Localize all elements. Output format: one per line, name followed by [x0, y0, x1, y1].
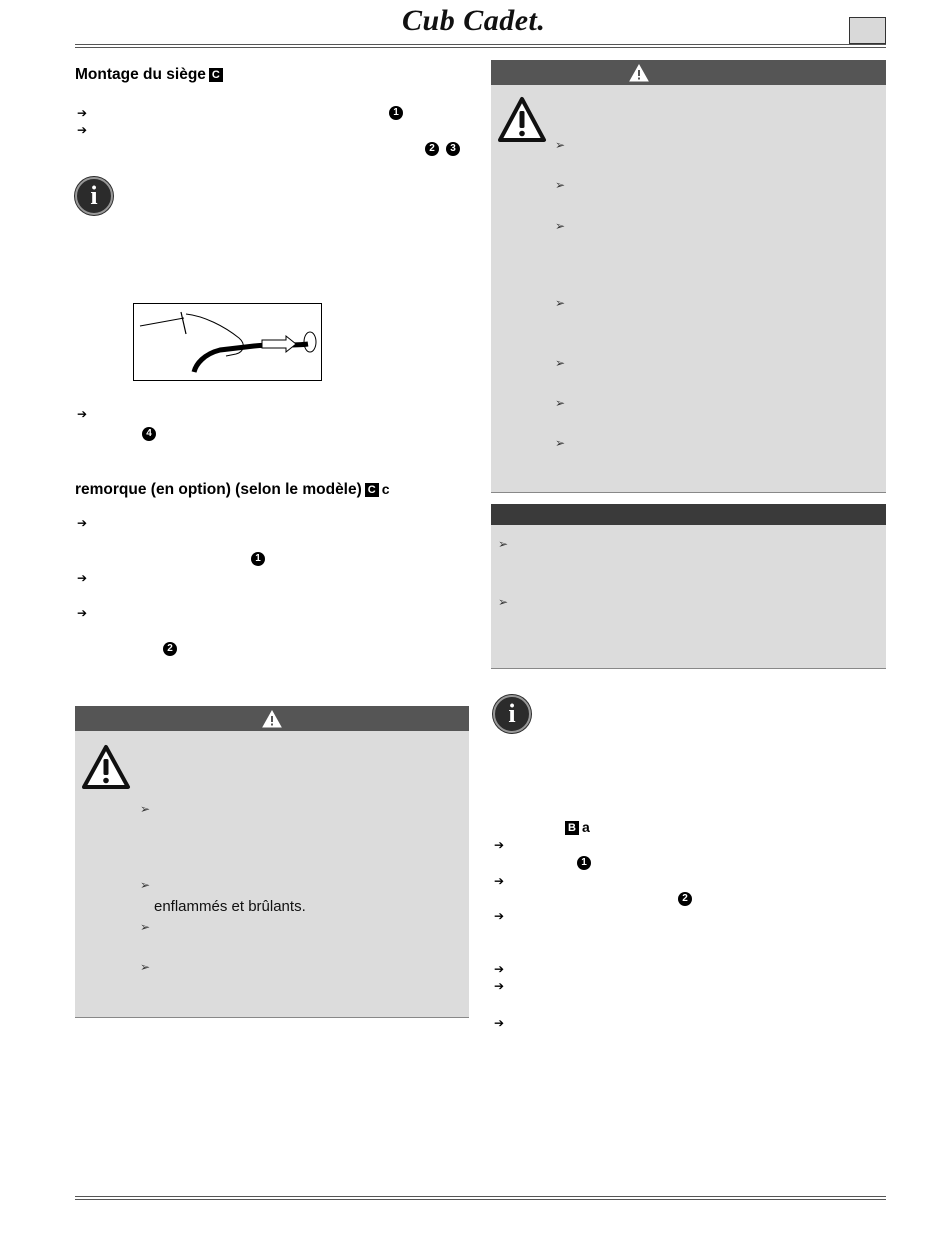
warning-panel-header [75, 706, 469, 731]
step-arrow: ➔ [494, 979, 505, 993]
bullet-chevron: ➢ [140, 878, 151, 892]
figure-badge: C [209, 68, 223, 82]
step-arrow: ➔ [77, 606, 88, 620]
warning-text: enflammés et brûlants. [154, 898, 306, 915]
hazard-triangle-icon [497, 96, 547, 144]
step-arrow: ➔ [77, 516, 88, 530]
warning-panel [491, 60, 886, 493]
step-arrow: ➔ [494, 838, 505, 852]
marker-2: 2 [425, 142, 439, 156]
marker-1: 1 [577, 856, 591, 870]
bullet-chevron: ➢ [498, 537, 509, 551]
bullet-chevron: ➢ [498, 595, 509, 609]
marker-3: 3 [446, 142, 460, 156]
marker-1: 1 [389, 106, 403, 120]
marker-1: 1 [251, 552, 265, 566]
header-rule-top [75, 44, 886, 45]
figure-badge: C [365, 483, 379, 497]
header-rule-bottom [75, 47, 886, 48]
seat-heading: Montage du siège C [75, 66, 223, 84]
bullet-chevron: ➢ [140, 802, 151, 816]
info-icon: i [493, 695, 531, 733]
warning-icon [629, 64, 649, 82]
info-icon: i [75, 177, 113, 215]
step-arrow: ➔ [494, 874, 505, 888]
note-panel [491, 504, 886, 669]
bullet-chevron: ➢ [555, 356, 566, 370]
bullet-chevron: ➢ [140, 920, 151, 934]
cable-illustration [133, 303, 322, 381]
brand-logo: Cub Cadet. [402, 4, 546, 37]
step-arrow: ➔ [77, 571, 88, 585]
footer-rule-bottom [75, 1199, 886, 1200]
step-arrow: ➔ [77, 123, 88, 137]
marker-2: 2 [678, 892, 692, 906]
step-arrow: ➔ [77, 407, 88, 421]
bullet-chevron: ➢ [140, 960, 151, 974]
bullet-chevron: ➢ [555, 296, 566, 310]
step-arrow: ➔ [77, 106, 88, 120]
hazard-triangle-icon [81, 744, 131, 790]
figure-badge: B [565, 821, 579, 835]
step-arrow: ➔ [494, 1016, 505, 1030]
figure-reference: B a [565, 819, 590, 835]
note-panel-header [491, 504, 886, 525]
trailer-heading: remorque (en option) (selon le modèle) C c [75, 481, 390, 498]
warning-panel-header [491, 60, 886, 85]
bullet-chevron: ➢ [555, 436, 566, 450]
marker-2: 2 [163, 642, 177, 656]
step-arrow: ➔ [494, 962, 505, 976]
marker-4: 4 [142, 427, 156, 441]
footer-rule-top [75, 1196, 886, 1197]
warning-icon [262, 710, 282, 728]
bullet-chevron: ➢ [555, 396, 566, 410]
bullet-chevron: ➢ [555, 219, 566, 233]
language-tab [849, 17, 886, 44]
step-arrow: ➔ [494, 909, 505, 923]
warning-panel [75, 706, 469, 1018]
bullet-chevron: ➢ [555, 138, 566, 152]
bullet-chevron: ➢ [555, 178, 566, 192]
